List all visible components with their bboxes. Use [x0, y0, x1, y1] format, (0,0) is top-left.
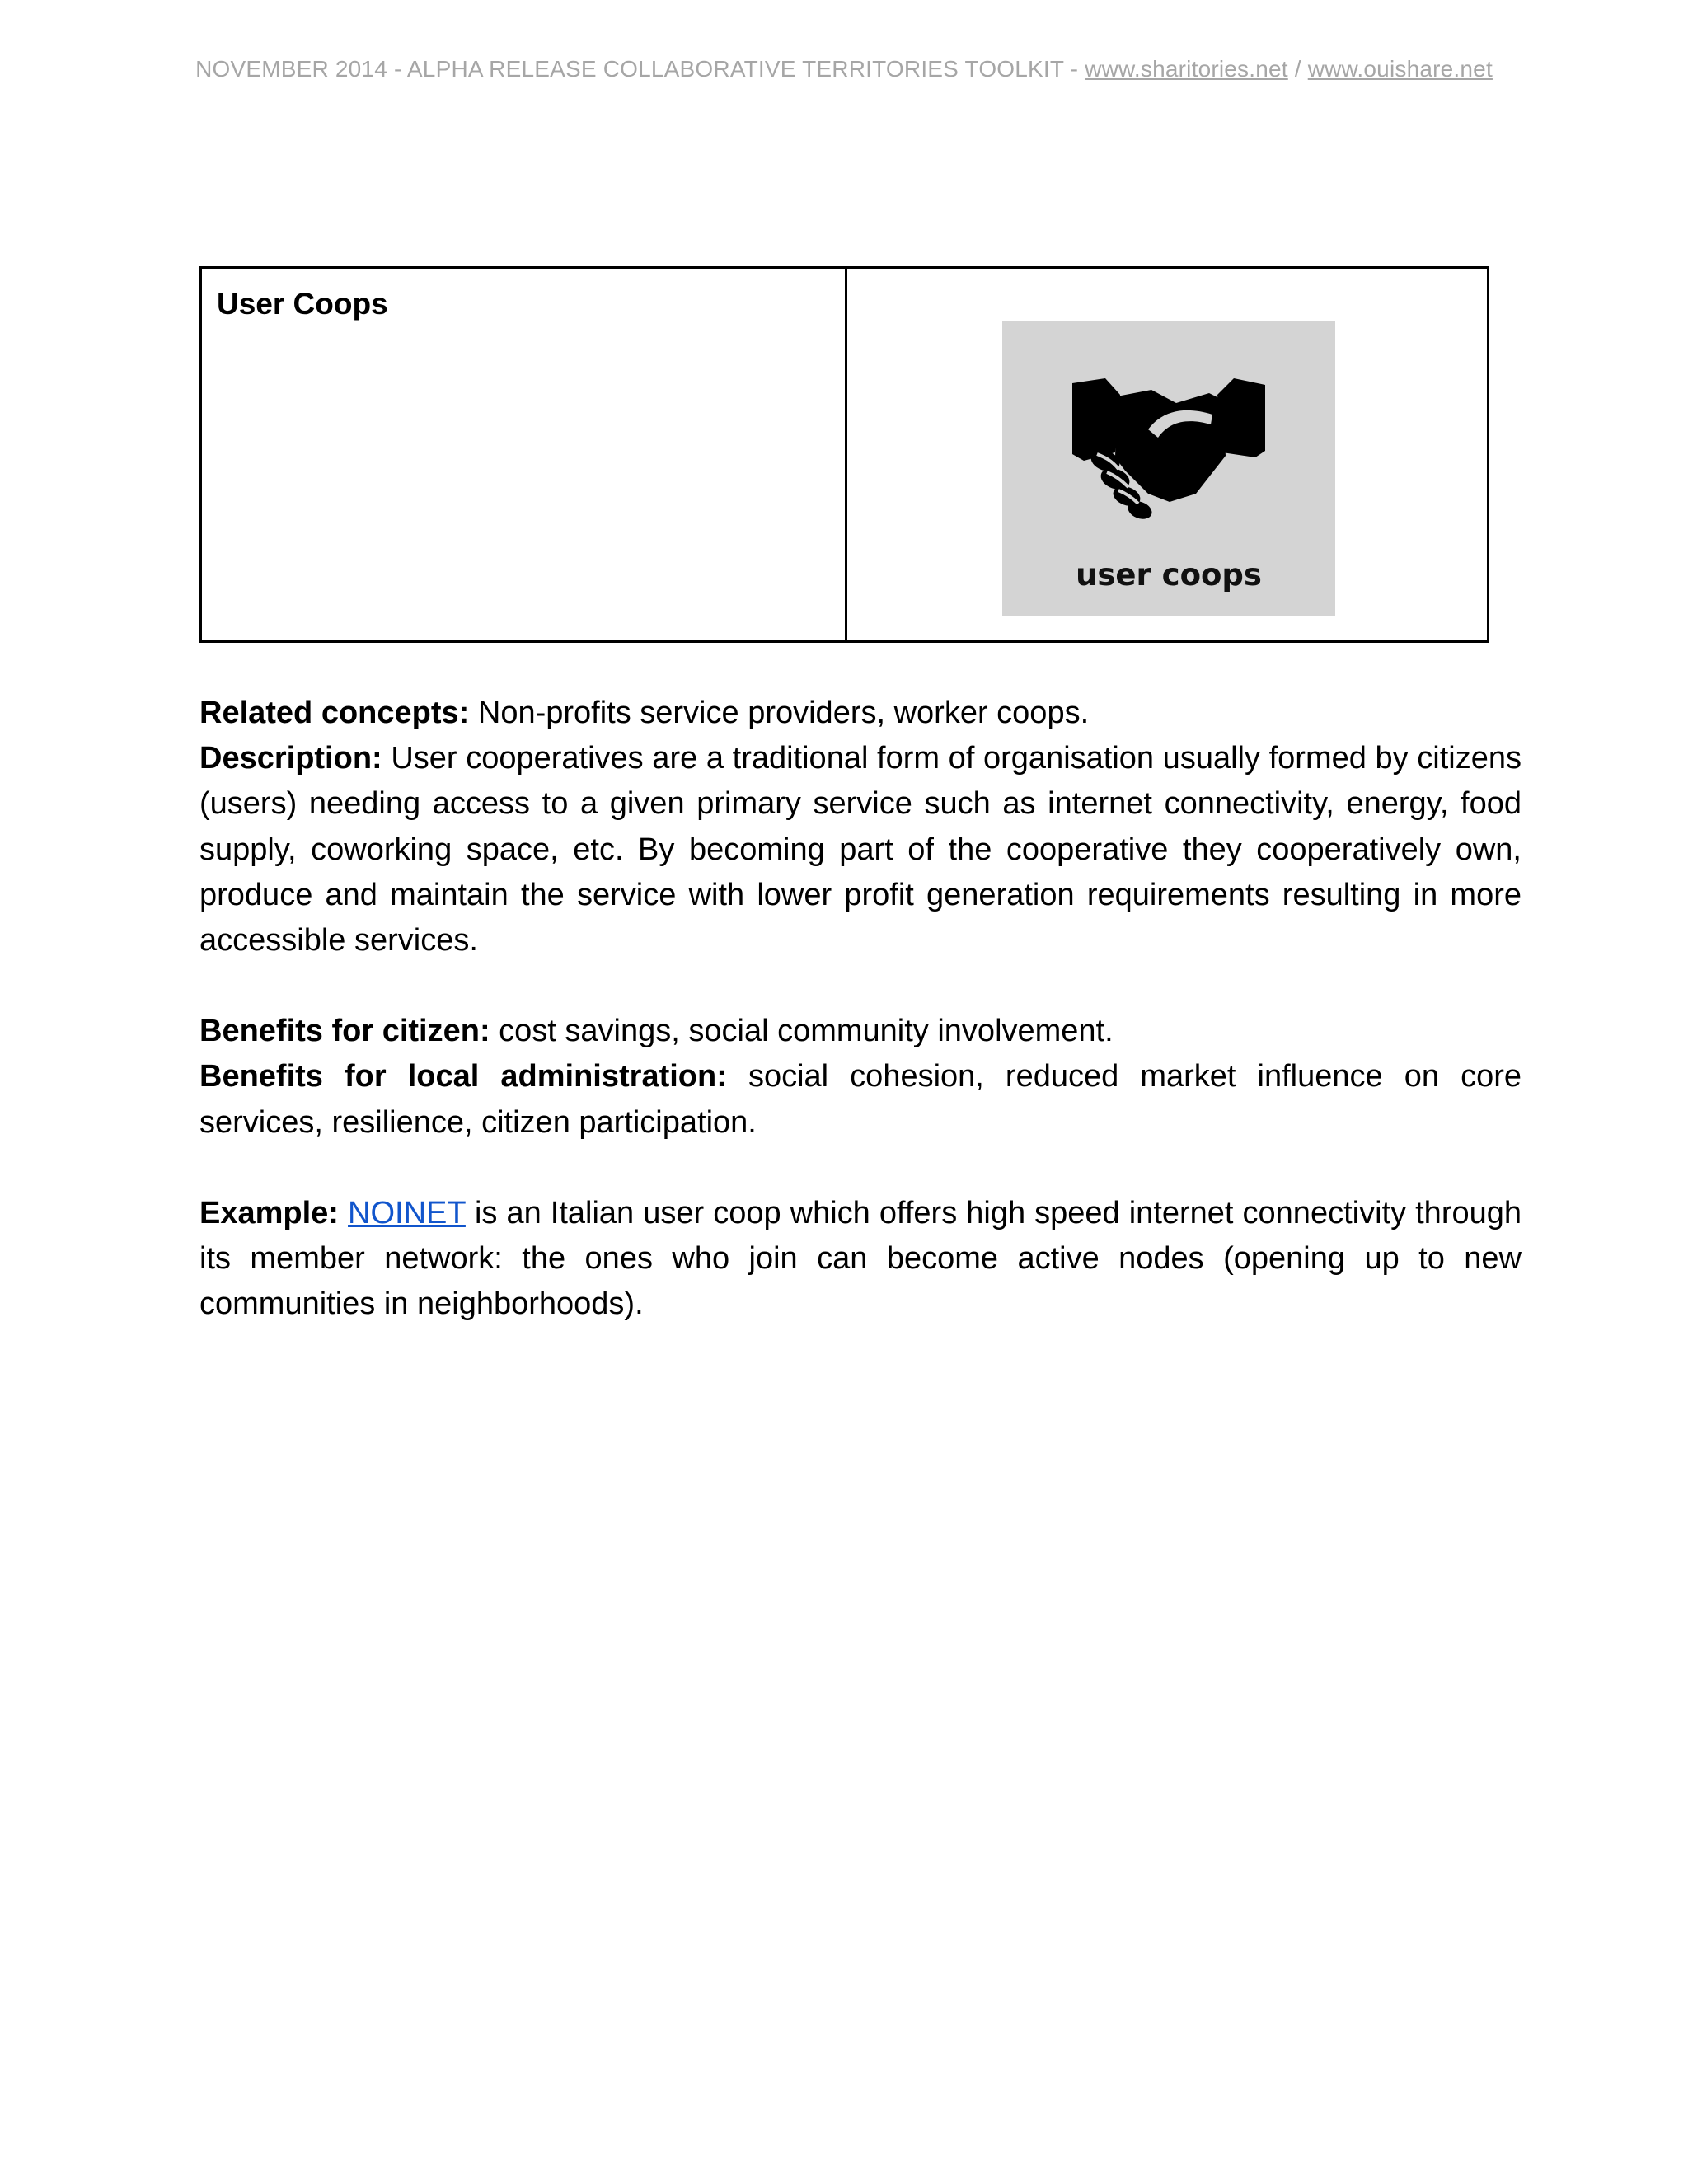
header-link-ouishare[interactable]: www.ouishare.net	[1307, 56, 1493, 82]
description	[199, 736, 1522, 963]
example-label: Example:	[199, 1195, 339, 1230]
handshake-icon	[1072, 378, 1265, 523]
benefits-citizen-text: cost savings, social community involvement.	[490, 1014, 1114, 1049]
card-title: User Coops	[217, 287, 388, 321]
benefits-admin-text: social cohesion, reduced market influence on core services, resilience, citizen participation.	[199, 1059, 1522, 1140]
benefits-admin-label: Benefits for local administration:	[199, 1059, 727, 1094]
logo-caption: user coops	[1076, 557, 1262, 593]
concept-body	[199, 691, 1522, 1327]
card-image-cell	[847, 269, 1487, 640]
example	[199, 1191, 1522, 1328]
related-label: Related concepts:	[199, 696, 470, 730]
benefits-citizen-label: Benefits for citizen:	[199, 1014, 490, 1049]
header-text: NOVEMBER 2014 - ALPHA RELEASE COLLABORATIVE TERRITORIES TOOLKIT -	[195, 56, 1085, 82]
related-concepts	[199, 691, 1522, 736]
noinet-link[interactable]: NOINET	[348, 1195, 466, 1230]
header-separator: /	[1287, 56, 1308, 82]
example-text: is an Italian user coop which offers high speed internet connectivity through its member network: the ones who join can become active nodes (opening up to new communities in neighborhoods).	[199, 1195, 1522, 1322]
description-text: User cooperatives are a traditional form of organisation usually formed by citizens (users) needing access to a given primary service such as internet connectivity, energy, food supply, coworking space, etc. By becoming part of the cooperative they cooperatively own, produce and maintain the service with lower profit generation requirements resulting in more accessible services.	[199, 741, 1522, 958]
concept-card	[199, 266, 1489, 643]
card-title-cell	[202, 269, 847, 640]
user-coops-logo	[1002, 321, 1335, 616]
benefits-admin	[199, 1054, 1522, 1145]
related-text: Non-profits service providers, worker coops.	[469, 696, 1090, 730]
page-header	[0, 56, 1688, 82]
description-label: Description:	[199, 741, 382, 776]
header-link-sharitories[interactable]: www.sharitories.net	[1085, 56, 1288, 82]
benefits-citizen	[199, 1009, 1522, 1054]
